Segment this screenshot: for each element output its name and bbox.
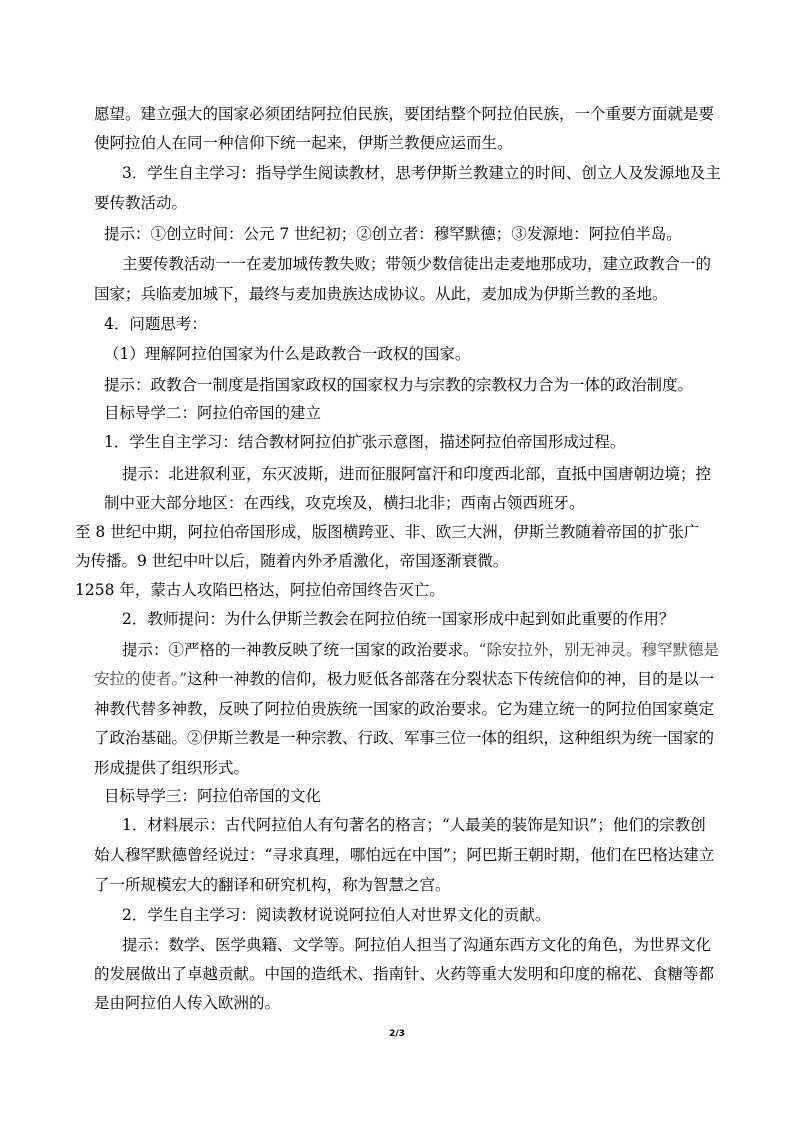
paragraph-line: 使阿拉伯人在同一种信仰下统一起来，伊斯兰教便应运而生。 bbox=[94, 134, 513, 152]
paragraph-line: 形成提供了组织形式。 bbox=[94, 759, 250, 777]
paragraph-line: 愿望。建立强大的国家必须团结阿拉伯民族，要团结整个阿拉伯民族，一个重要方面就是要 bbox=[94, 105, 715, 123]
paragraph-line: 提示：北进叙利亚，东灭波斯，进而征服阿富汗和印度西北部，直抵中国唐朝边境；控 bbox=[122, 465, 712, 483]
paragraph-line: 1．材料展示：古代阿拉伯人有句著名的格言；“人最美的装饰是知识”；他们的宗教创 bbox=[122, 816, 706, 834]
paragraph-line: 提示：数学、医学典籍、文学等。阿拉伯人担当了沟通东西方文化的角色，为世界文化 bbox=[122, 936, 712, 954]
quoted-text: 安拉的使者。” bbox=[94, 670, 188, 688]
paragraph-line: 神教代替多神教，反映了阿拉伯贵族统一国家的政治要求。它为建立统一的阿拉伯国家奠定 bbox=[94, 700, 715, 718]
paragraph-line: 是由阿拉伯人传入欧洲的。 bbox=[94, 994, 281, 1012]
paragraph-line: 1258 年，蒙古人攻陷巴格达，阿拉伯帝国终告灭亡。 bbox=[75, 581, 445, 599]
paragraph-line: 国家；兵临麦加城下，最终与麦加贵族达成协议。从此，麦加成为伊斯兰教的圣地。 bbox=[94, 285, 668, 303]
paragraph-line: 主要传教活动一一在麦加城传教失败；带领少数信徒出走麦地那成功，建立政教合一的 bbox=[122, 255, 712, 273]
section-heading: 目标导学三：阿拉伯帝国的文化 bbox=[104, 787, 322, 805]
paragraph-line: 始人穆罕默德曾经说过：“寻求真理，哪怕远在中国”；阿巴斯王朝时期，他们在巴格达建立 bbox=[94, 846, 715, 864]
paragraph-line: 3．学生自主学习：指导学生阅读教材，思考伊斯兰教建立的时间、创立人及发源地及主 bbox=[122, 164, 721, 182]
paragraph-line: 了一所规模宏大的翻译和研究机构，称为智慧之宫。 bbox=[94, 876, 451, 894]
paragraph-line: 2．学生自主学习：阅读教材说说阿拉伯人对世界文化的贡献。 bbox=[122, 906, 551, 924]
paragraph-line: 为传播。9 世纪中叶以后，随着内外矛盾激化，帝国逐渐衰微。 bbox=[75, 552, 509, 570]
paragraph-line: （1）理解阿拉伯国家为什么是政教合一政权的国家。 bbox=[104, 345, 471, 363]
page-number: 2/3 bbox=[389, 1029, 405, 1039]
paragraph-line bbox=[94, 669, 714, 689]
paragraph-line: 制中亚大部分地区：在西线，攻克埃及，横扫北非；西南占领西班牙。 bbox=[104, 494, 585, 512]
paragraph-line: 提示：政教合一制度是指国家政权的国家权力与宗教的宗教权力合为一体的政治制度。 bbox=[104, 376, 694, 394]
body-text: 这种一神教的信仰，极力贬低各部落在分裂状态下传统信仰的神，目的是以一 bbox=[187, 670, 715, 688]
paragraph-line: 2．教师提问：为什么伊斯兰教会在阿拉伯统一国家形成中起到如此重要的作用？ bbox=[122, 610, 675, 628]
paragraph-line: 4．问题思考： bbox=[104, 315, 207, 333]
paragraph-line: 至 8 世纪中期，阿拉伯帝国形成，版图横跨亚、非、欧三大洲，伊斯兰教随着帝国的扩张广 bbox=[75, 523, 700, 541]
quoted-text: “除安拉外，别无神灵。穆罕默德是 bbox=[478, 641, 719, 659]
section-heading: 目标导学二：阿拉伯帝国的建立 bbox=[104, 404, 322, 422]
paragraph-line: 了政治基础。②伊斯兰教是一种宗教、行政、军事三位一体的组织，这种组织为统一国家的 bbox=[94, 729, 715, 747]
paragraph-line: 提示：①创立时间：公元 7 世纪初；②创立者：穆罕默德；③发源地：阿拉伯半岛。 bbox=[104, 225, 682, 243]
hint-text: 提示：①严格的一神教反映了统一国家的政治要求。 bbox=[122, 641, 479, 659]
paragraph-line: 要传教活动。 bbox=[94, 194, 188, 212]
paragraph-line bbox=[122, 640, 719, 660]
paragraph-line: 1．学生自主学习：结合教材阿拉伯扩张示意图，描述阿拉伯帝国形成过程。 bbox=[104, 433, 626, 451]
paragraph-line: 的发展做出了卓越贡献。中国的造纸术、指南针、火药等重大发明和印度的棉花、食糖等都 bbox=[94, 965, 715, 983]
